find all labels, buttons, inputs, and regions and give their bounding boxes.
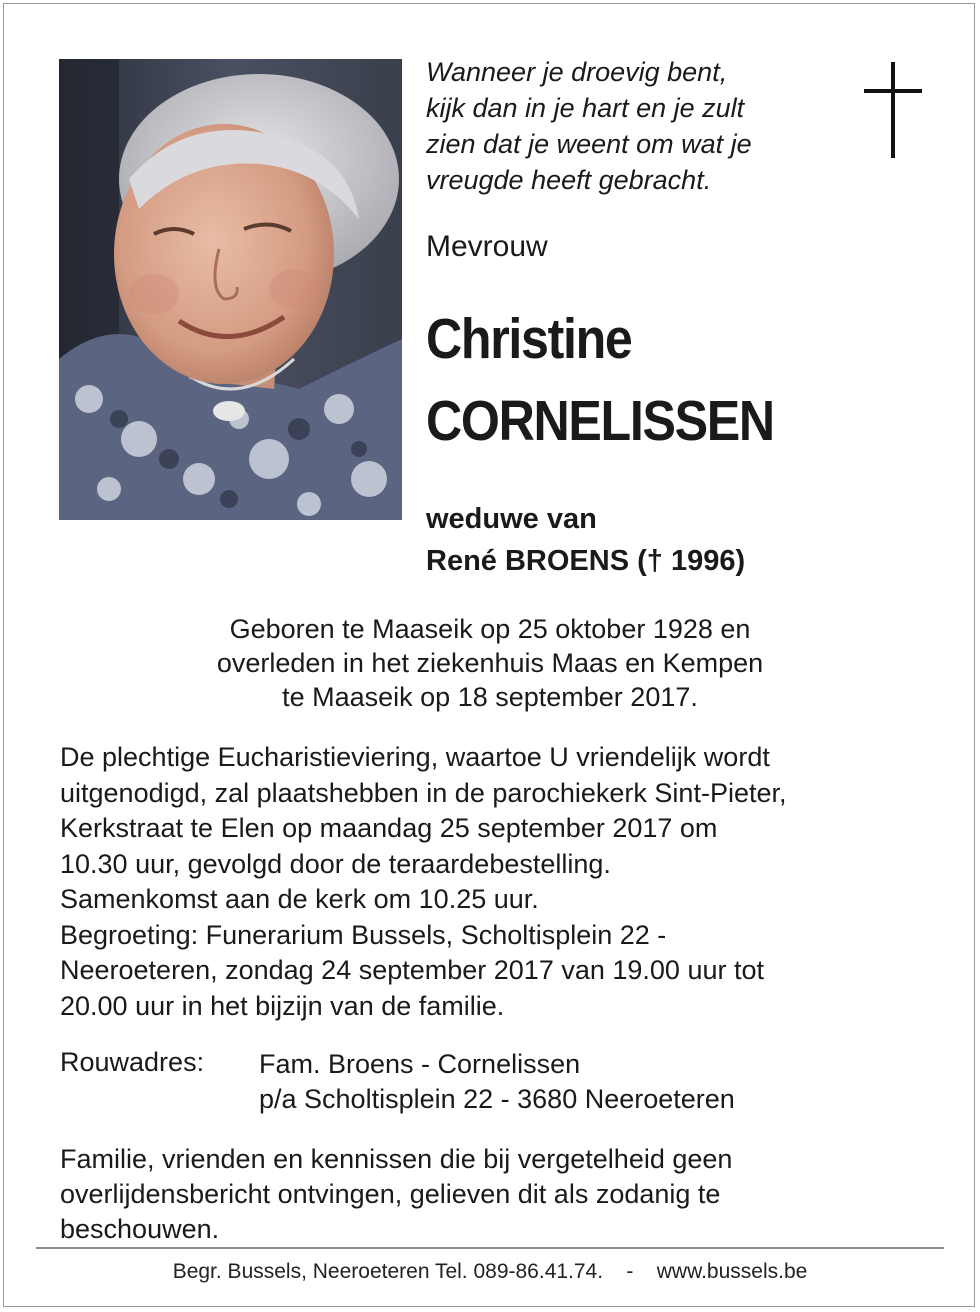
family-note-line: overlijdensbericht ontvingen, gelieven dit als zodanig te bbox=[60, 1179, 721, 1209]
service-info bbox=[60, 740, 940, 1024]
mourning-address bbox=[259, 1047, 735, 1117]
quote-line: zien dat je weent om wat je bbox=[426, 129, 752, 159]
birth-line: te Maaseik op 18 september 2017. bbox=[282, 682, 698, 712]
service-line: De plechtige Eucharistieviering, waartoe U vriendelijk wordt bbox=[60, 742, 770, 772]
funeral-home-footer: Begr. Bussels, Neeroeteren Tel. 089-86.41.74. - www.bussels.be bbox=[172, 1260, 808, 1283]
service-line: 10.30 uur, gevolgd door de teraardebestelling. bbox=[60, 848, 611, 879]
quote-line: kijk dan in je hart en je zult bbox=[426, 93, 745, 123]
cross-icon bbox=[864, 62, 922, 158]
mourning-address-label: Rouwadres: bbox=[60, 1047, 205, 1077]
address-line: p/a Scholtisplein 22 - 3680 Neeroeteren bbox=[259, 1084, 735, 1114]
memorial-quote bbox=[426, 54, 826, 198]
service-line: Kerkstraat te Elen op maandag 25 september 2017 om bbox=[60, 813, 718, 843]
birth-death-info bbox=[0, 612, 980, 714]
last-name: CORNELISSEN bbox=[426, 389, 774, 453]
family-note-line: beschouwen. bbox=[60, 1214, 220, 1244]
honorific: Mevrouw bbox=[426, 230, 548, 263]
service-line: Neeroeteren, zondag 24 september 2017 van 19.00 uur tot bbox=[60, 955, 764, 985]
portrait-photo bbox=[59, 59, 402, 520]
service-line: Samenkomst aan de kerk om 10.25 uur. bbox=[60, 884, 539, 914]
family-note-line: Familie, vrienden en kennissen die bij vergetelheid geen bbox=[60, 1144, 733, 1174]
quote-line: Wanneer je droevig bent, bbox=[426, 57, 728, 87]
spouse-name: René BROENS († 1996) bbox=[426, 545, 746, 577]
family-note bbox=[60, 1142, 940, 1247]
footer-divider bbox=[36, 1247, 944, 1249]
service-line: uitgenodigd, zal plaatshebben in de parochiekerk Sint-Pieter, bbox=[60, 777, 787, 808]
first-name: Christine bbox=[426, 307, 632, 371]
service-line: Begroeting: Funerarium Bussels, Scholtisplein 22 - bbox=[60, 919, 667, 950]
birth-line: overleden in het ziekenhuis Maas en Kempen bbox=[216, 648, 764, 678]
widow-label: weduwe van bbox=[426, 503, 597, 535]
birth-line: Geboren te Maaseik op 25 oktober 1928 en bbox=[229, 614, 751, 644]
service-line: 20.00 uur in het bijzijn van de familie. bbox=[60, 990, 505, 1021]
address-line: Fam. Broens - Cornelissen bbox=[259, 1049, 581, 1079]
quote-line: vreugde heeft gebracht. bbox=[426, 165, 712, 195]
